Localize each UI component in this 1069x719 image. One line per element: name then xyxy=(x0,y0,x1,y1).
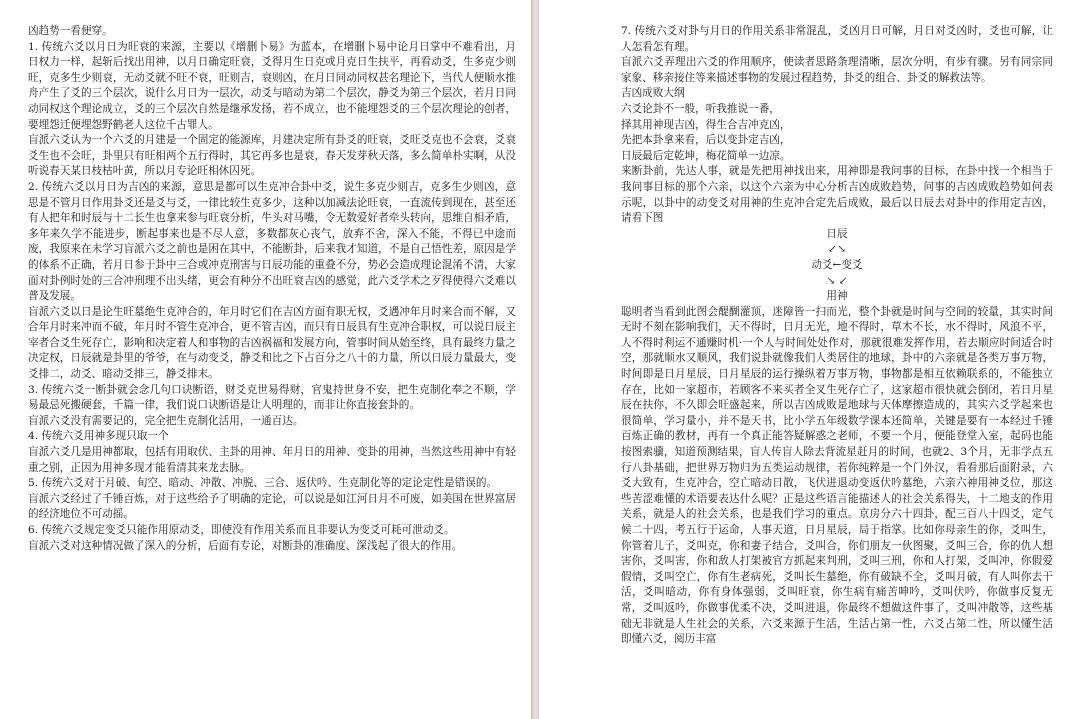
verse-line: 日辰最后定乾坤，梅花简单一边凉。 xyxy=(621,149,791,162)
paragraph: 盲派六爻对这种情况做了深入的分析，后面有专论，对断卦的准确度、深浅起了很大的作用。 xyxy=(28,539,463,552)
paragraph: 盲派六爻经过了千锤百炼，对于这些给予了明确的定论，可以说是如江河日月不可废，如美国在世界富居的经济地位不可动摇。 xyxy=(28,492,516,521)
paragraph: 3. 传统六爻一断卦就会念几句口诀断语，财爻克世易得财，官鬼持世身不安，把生克制化奉之不顺，学易最忌死搬硬套，千篇一律，我们说口诀断语是让人明理的，而非让你直接套卦的。 xyxy=(28,383,516,412)
verse-line: 先把本卦拿来看，后以变卦定吉凶， xyxy=(621,134,791,147)
diagram-arrows-converge: ↘ ↙ xyxy=(826,274,848,287)
section-heading: 吉凶成败大纲 xyxy=(621,87,685,100)
diagram-node-day: 日辰 xyxy=(826,227,848,240)
paragraph: 来断卦前，先达人事，就是先把用神找出来，用神即是我问事的目标，在卦中找一个相当于我问事目标的那个六亲，以这个六亲为中心分析吉凶成败趋势，问事的吉凶成败趋势如何表示呢，以卦中的动变爻对用神的生克冲合定先后成败，最后以日辰去对卦中的作用定吉凶，请看下图 xyxy=(621,165,1053,225)
paragraph: 盲派六爻没有需要记的，完全把生克制化活用，一通百达。 xyxy=(28,414,304,427)
paragraph: 7. 传统六爻对卦与月日的作用关系非常混乱，爻凶月日可解，月日对爻凶时，爻也可解，让人怎看怎有理。 xyxy=(621,25,1053,53)
diagram-node-moving-changing: 动爻←变爻 xyxy=(811,258,863,271)
verse-line: 择其用神现吉凶，得生合吉冲克凶， xyxy=(621,118,791,131)
paragraph: 6. 传统六爻规定变爻只能作用原动爻，即使没有作用关系而且非要认为变爻可耗可泄动爻。 xyxy=(28,524,455,536)
left-page-text xyxy=(28,24,516,554)
diagram-node-use-god: 用神 xyxy=(826,290,848,303)
left-page xyxy=(0,0,531,719)
right-page xyxy=(539,0,1069,719)
paragraph: 盲派六爻认为一个六爻的月建是一个固定的能源库，月建决定所有卦爻的旺衰，爻旺爻克也不会衰，爻衰爻生也不会旺，卦里只有旺相两个五行得时，其它再多也是衰，春天发芽秋天落，多么简单朴实啊，从没听说春天某日枝枯叶黄，所以月专论旺相休囚死。 xyxy=(28,134,516,178)
book-gutter xyxy=(531,0,539,719)
paragraph: 盲派六爻以日是论生旺墓绝生克冲合的，年月时它们在吉凶方面有职无权，爻遇冲年月时来合而不解，又合年月时来冲而不破，年月时不管生克冲合，更不管吉凶，而只有日辰具有生克冲合职权，可以说日辰主宰者合爻生死存亡，影响和决定着人和事物的吉凶祸福和发展方向，管事时间从始至终，具有最终力量之决定权，日辰就是卦里的爷爷，在与动变爻，静爻和比之下占百分之八十的力量，所以日辰力量最大，变爻排二，动爻、暗动爻排三，静爻排末。 xyxy=(28,305,516,381)
paragraph: 聪明者当看到此图会醍醐灌顶，迷障皆一扫而光，整个卦就是时间与空间的较量，其实时间无时不刻在影响我们，天不得时，日月无光，地不得时，草木不长，水不得时，风浪不平，人不得时利运不通赚时机·一个人与时间处处作对，那就很难发挥作用，若去顺应时间适合时空，那就顺水又顺风，我们说卦就像我们人类居住的地球，卦中的六亲就是各类万事万物，时间即是日月星辰，日月星辰的运行操纵着万事万物，事物都是相互依赖联系的，不能独立存在，比如一家超市，若顾客不来买者全叉生死存亡了，这家超市很快就会倒闭，若日月星辰在扶你，不久即会旺盛起来，所以吉凶成败是地球与天体摩擦造成的，其实六爻学起来也很简单，学习量小，并不是天书，比小学五年级数学课本还简单，关键是要有一本经过千锤百炼正确的教材，再有一个真正能答疑解惑之老师，不要一个月，便能登堂入室，起码也能按图索骥，知道预测结果，盲人传盲人除去背流星赶月的时间，也就2、3个月，无非学点五行八卦基础，把世界万物归为五类运动规律，若你纯粹是一个门外汉，看看那后面附录，六爻大致有，生克冲合，空亡暗动日散，飞伏进退动变返伏吟墓绝，六亲六神用神爻位，那这些苦涩难懂的术语要表达什么呢？正是这些语言能描述人的社会关系得失，十二地支的作用关系，就是人的社会关系，也是我们学习的重点。京房分六十四卦，配三百八十四爻，定气候二十四，考五行于运命，人事天道，日月星辰，局于指掌。比如你母亲生的你，爻叫生，你管着儿子，爻叫克，你和妻子结合，爻叫合，你们朋友一伙图聚，爻叫三合，你的仇人想害你，爻叫害，你和敌人打架被官方抓起来判刑，爻叫三刑，你和人打架，爻叫冲，你假爱假情，爻叫空亡，你有生老病死，爻叫长生墓绝，你有破缺不全，爻叫月破，有人叫你去干活，爻叫暗动，你有身体强弱，爻叫旺衰，你生病有痛苦呻吟，爻叫伏吟，你做事反复无常，爻叫返吟，你做事优柔不决，爻叫进退，你最终不想做这件事了，爻叫冲散等，这些基础无非就是人生社会的关系，六爻来源于生活，生活占第一性，六爻占第二性，所以懂生活即懂六爻，阅历丰富 xyxy=(621,305,1053,646)
paragraph: 盲派六爻弄理出六爻的作用顺序，使读者思路条理清晰，层次分明，有步有骤。另有同宗同家象、移亲接住等来描述事物的发展过程趋势，卦爻的组合、卦爻的解救法等。 xyxy=(621,56,1053,84)
paragraph: 4. 传统六爻用神多现只取一个 xyxy=(28,430,169,443)
relation-diagram xyxy=(621,227,1053,305)
paragraph: 2. 传统六爻以月日为吉凶的来源，意思是都可以生克冲合卦中爻，说生多克少则吉，克多生少则凶，意思是不管月日作用卦爻还是爻与爻，一律比较生克多少，这种以加减法论旺衰，一直流传到现在，甚至还有人把年和时辰与十二长生也拿来参与旺衰分析，牛头对马嘴，令无数爱好者牵头转向，思维自相矛盾，多年来久学不能进步，断起事来也是不尽人意，多数都灰心丧气，放弃不舍，深入不能，不得已中途而废，我原来在未学习盲派六爻之前也是困在其中，不能断卦，后来我才知道，不是自己悟性差，原因是学的体系不正确，若月日参于卦中三合或冲克刑害与日辰功能的重叠不分，势必会造成理论混淆不清，大家面对卦例时处的三合冲刑理不出头绪，更会有种分不出旺衰吉凶的感觉，此六爻学术之歹得使得六爻难以普及发展。 xyxy=(28,180,516,303)
paragraph: 盲派六爻几是用神都取，包括有用取伏、主卦的用神、年月日的用神、变卦的用神，当然这些用神中有轻重之别，正因为用神多现才能看清其来龙去脉。 xyxy=(28,446,516,474)
right-page-text xyxy=(621,24,1053,648)
verse-line: 六爻论卦不一般，听我推说一番， xyxy=(621,102,780,115)
paragraph: 5. 传统六爻对于月破、旬空、暗动、冲散、冲脱、三合、返伏吟、生克制化等的定论定性是错误的。 xyxy=(28,477,498,490)
paragraph: 1. 传统六爻以月日为旺衰的来源，主要以《增删卜易》为蓝本，在增删卜易中论月日掌中不难看出，月日权力一样，起斩后找出用神，以月日确定旺衰，爻得月生日克或月克日生扶平，再看动爻，生多克少则旺，克多生少则衰，无动爻就不旺不衰，旺则吉，衰则凶，在月日同动同权甚名理论下，当代人便顺水推舟产生了爻的三个层次，说什么月日为一层次，动爻与暗动为第二个层次，静爻为第三个层次，若月日同动同权这个理论成立，爻的三个层次自然是继承发扬，若不成立，也不能埋怨爻的三个层次理论的创者，要埋怨迁便埋怨野鹤老人这位千古罪人。 xyxy=(28,40,516,131)
paragraph: 凶趋势一看便穿。 xyxy=(28,25,113,37)
diagram-arrows-down: ↙↘ xyxy=(828,243,846,256)
